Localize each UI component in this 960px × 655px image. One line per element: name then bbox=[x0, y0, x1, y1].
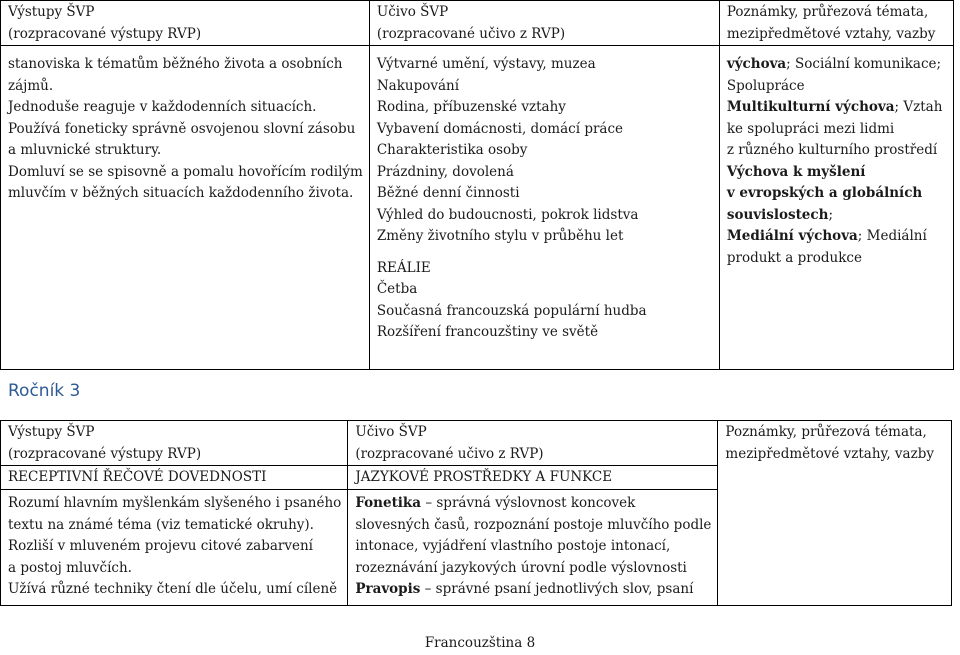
outputs-cell: stanoviska k tématům běžného života a osobních zájmů. Jednoduše reaguje v každodenních situacích. Používá foneticky správně osvojenou slovní zásobu a mluvnické struktury. Domluví se se spisovně a pomalu hovořícím rodilým mluvčím v běžných situacích každodenního života. bbox=[1, 46, 370, 370]
realie-heading: REÁLIE bbox=[376, 259, 431, 276]
header-outputs: Výstupy ŠVP (rozpracované výstupy RVP) bbox=[1, 1, 370, 46]
notes-cell: výchova; Sociální komunikace; Spolupráce Multikulturní výchova; Vztah ke spolupráci mezi lidmi z různého kulturního prostředí Výchova k myšlení v evropských a globálních souvislostech; Mediální výchova; Mediální produkt a produkce bbox=[719, 46, 953, 370]
language-means-heading: JAZYKOVÉ PROSTŘEDKY A FUNKCE bbox=[348, 466, 718, 490]
page-footer: Francouzština 8 bbox=[424, 635, 536, 651]
header-curriculum: Učivo ŠVP (rozpracované učivo z RVP) bbox=[348, 421, 718, 466]
receptive-skills-heading: RECEPTIVNÍ ŘEČOVÉ DOVEDNOSTI bbox=[1, 466, 348, 490]
curriculum-cell: Fonetika – správná výslovnost koncovek slovesných časů, rozpoznání postoje mluvčího podle intonace, vyjádření vlastního postoje intonací, rozeznávání jazykových úrovní podle výslovnosti Pravopis – správné psaní jednotlivých slov, psaní bbox=[348, 490, 718, 606]
curriculum-cell: Výtvarné umění, výstavy, muzea Nakupování Rodina, příbuzenské vztahy Vybavení domácnosti, domácí práce Charakteristika osoby Prázdniny, dovolená Běžné denní činnosti Výhled do budoucnosti, pokrok lidstva Změny životního stylu v průběhu let REÁLIE Četba Současná francouzská populární hudba Rozšíření francouzštiny ve světě bbox=[369, 46, 719, 370]
header-outputs: Výstupy ŠVP (rozpracované výstupy RVP) bbox=[1, 421, 348, 466]
outputs-cell: Rozumí hlavním myšlenkám slyšeného i psaného textu na známé téma (viz tematické okruhy). Rozliší v mluveném projevu citové zabarvení a postoj mluvčích. Užívá různé techniky čtení dle účelu, umí cíleně bbox=[1, 490, 348, 606]
spacer bbox=[377, 248, 713, 258]
header-curriculum: Učivo ŠVP (rozpracované učivo z RVP) bbox=[369, 1, 719, 46]
curriculum-table-2 bbox=[0, 420, 952, 606]
table-header-row bbox=[1, 421, 952, 466]
header-notes: Poznámky, průřezová témata, mezipředmětové vztahy, vazby bbox=[718, 421, 952, 606]
table-header-row bbox=[1, 1, 954, 46]
header-notes: Poznámky, průřezová témata, mezipředmětové vztahy, vazby bbox=[719, 1, 953, 46]
section-heading: Ročník 3 bbox=[8, 381, 81, 401]
table-row bbox=[1, 46, 954, 370]
